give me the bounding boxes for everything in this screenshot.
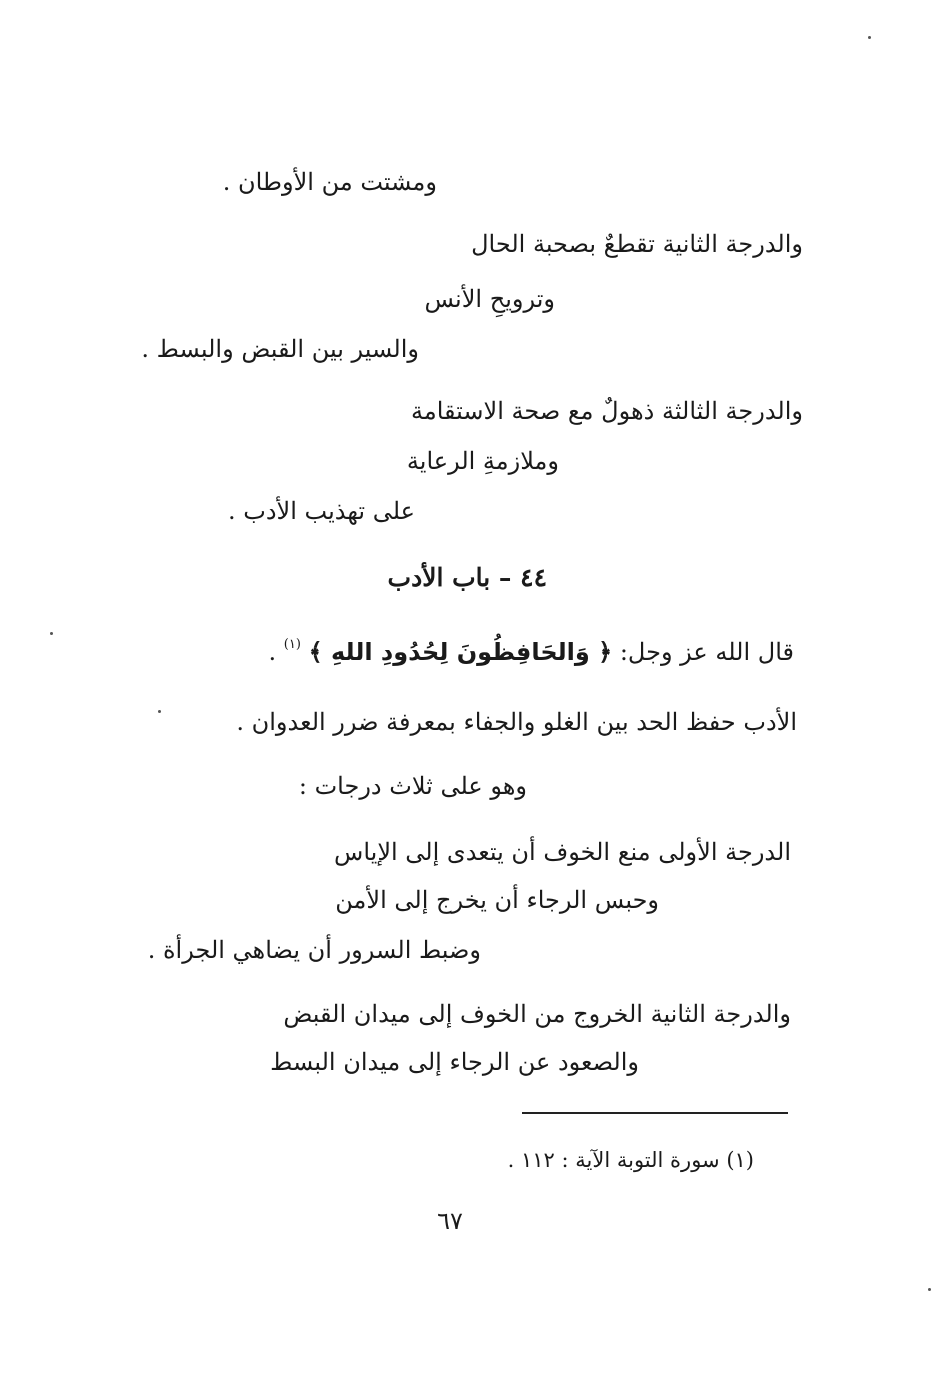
quran-verse: ﴿ وَالحَافِظُونَ لِحُدُودِ اللهِ ﴾ — [308, 638, 613, 666]
scan-speck — [868, 36, 871, 39]
text-line-1: ومشتت من الأوطان . — [222, 168, 437, 196]
footnote-reference: (١) — [283, 637, 301, 652]
text-line-7: على تهذيب الأدب . — [227, 497, 415, 525]
text-line-3: وترويحِ الأنس — [424, 285, 555, 313]
body-line-7: والصعود عن الرجاء إلى ميدان البسط — [270, 1048, 639, 1076]
scan-speck — [158, 710, 161, 713]
page-number: ٦٧ — [437, 1207, 463, 1235]
scan-speck — [928, 1288, 931, 1291]
section-heading: ٤٤ – باب الأدب — [387, 563, 547, 592]
body-line-3: الدرجة الأولى منع الخوف أن يتعدى إلى الإياس — [334, 838, 791, 866]
quran-intro: قال الله عز وجل: — [619, 638, 794, 666]
quran-line — [269, 636, 795, 673]
text-line-4: والسير بين القبض والبسط . — [141, 335, 419, 363]
text-line-2: والدرجة الثانية تقطعٌ بصحبة الحال — [471, 230, 803, 258]
quran-end: . — [268, 638, 277, 666]
body-line-5: وضبط السرور أن يضاهي الجرأة . — [147, 936, 481, 964]
body-line-1: الأدب حفظ الحد بين الغلو والجفاء بمعرفة ضرر العدوان . — [236, 708, 797, 736]
text-line-6: وملازمةِ الرعاية — [406, 447, 559, 475]
scan-speck — [50, 632, 53, 635]
body-line-4: وحبس الرجاء أن يخرج إلى الأمن — [335, 886, 659, 914]
body-line-6: والدرجة الثانية الخروج من الخوف إلى ميدان القبض — [283, 1000, 791, 1028]
footnote-separator — [522, 1112, 788, 1114]
text-line-5: والدرجة الثالثة ذهولٌ مع صحة الاستقامة — [411, 397, 803, 425]
footnote: (١) سورة التوبة الآية : ١١٢ . — [507, 1148, 754, 1172]
body-line-2: وهو على ثلاث درجات : — [298, 772, 527, 800]
